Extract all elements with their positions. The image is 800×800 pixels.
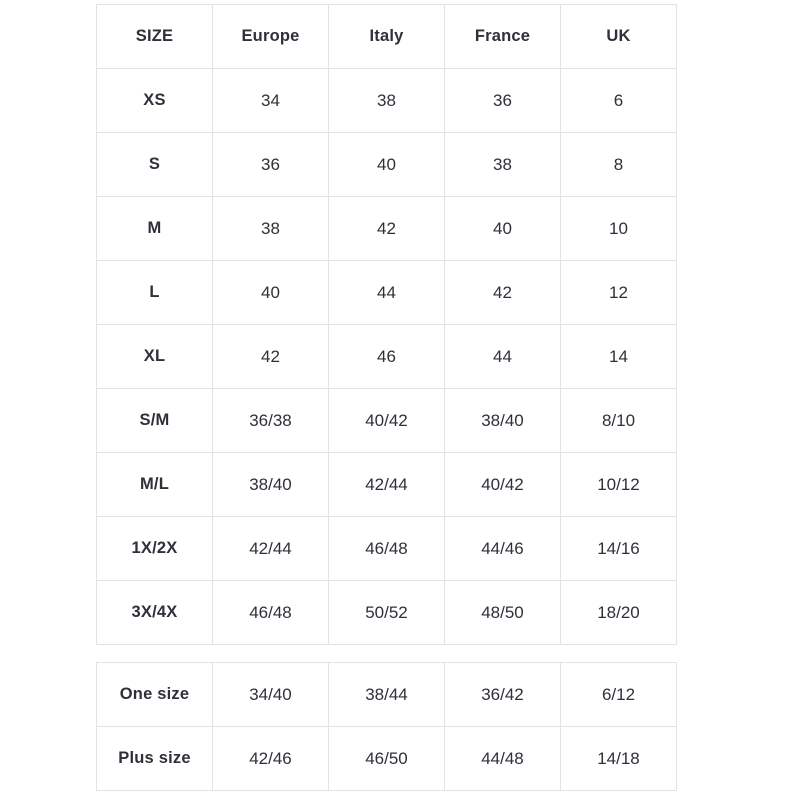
cell-france: 38/40 [445, 389, 561, 453]
table-row [97, 69, 677, 133]
cell-italy: 38/44 [329, 663, 445, 727]
row-label: S/M [97, 389, 213, 453]
cell-italy: 42/44 [329, 453, 445, 517]
cell-europe: 42/46 [213, 727, 329, 791]
table-row [97, 581, 677, 645]
row-label: S [97, 133, 213, 197]
column-header-uk: UK [561, 5, 677, 69]
table-row [97, 197, 677, 261]
table-header-row [97, 5, 677, 69]
column-header-france: France [445, 5, 561, 69]
cell-france: 36/42 [445, 663, 561, 727]
table-row [97, 517, 677, 581]
cell-italy: 38 [329, 69, 445, 133]
cell-uk: 12 [561, 261, 677, 325]
row-label: One size [97, 663, 213, 727]
row-label: XS [97, 69, 213, 133]
row-label: M/L [97, 453, 213, 517]
cell-europe: 36/38 [213, 389, 329, 453]
table-row [97, 727, 677, 791]
cell-france: 40/42 [445, 453, 561, 517]
table-row [97, 133, 677, 197]
table-row [97, 325, 677, 389]
one-size-conversion-table [96, 662, 677, 791]
cell-italy: 46 [329, 325, 445, 389]
table-row [97, 453, 677, 517]
size-conversion-table [96, 4, 677, 645]
cell-uk: 18/20 [561, 581, 677, 645]
row-label: XL [97, 325, 213, 389]
cell-uk: 6 [561, 69, 677, 133]
cell-france: 44/48 [445, 727, 561, 791]
column-header-europe: Europe [213, 5, 329, 69]
cell-france: 44 [445, 325, 561, 389]
cell-italy: 44 [329, 261, 445, 325]
cell-europe: 34 [213, 69, 329, 133]
row-label: M [97, 197, 213, 261]
cell-uk: 10/12 [561, 453, 677, 517]
cell-italy: 42 [329, 197, 445, 261]
cell-uk: 14/16 [561, 517, 677, 581]
row-label: Plus size [97, 727, 213, 791]
column-header-italy: Italy [329, 5, 445, 69]
column-header-size: SIZE [97, 5, 213, 69]
cell-france: 40 [445, 197, 561, 261]
cell-uk: 8 [561, 133, 677, 197]
cell-europe: 40 [213, 261, 329, 325]
cell-uk: 14/18 [561, 727, 677, 791]
cell-france: 38 [445, 133, 561, 197]
cell-uk: 6/12 [561, 663, 677, 727]
cell-italy: 46/48 [329, 517, 445, 581]
cell-france: 42 [445, 261, 561, 325]
table-row [97, 389, 677, 453]
row-label: L [97, 261, 213, 325]
cell-uk: 10 [561, 197, 677, 261]
cell-uk: 8/10 [561, 389, 677, 453]
cell-europe: 36 [213, 133, 329, 197]
cell-uk: 14 [561, 325, 677, 389]
cell-europe: 38 [213, 197, 329, 261]
cell-europe: 34/40 [213, 663, 329, 727]
table-row [97, 261, 677, 325]
cell-europe: 38/40 [213, 453, 329, 517]
cell-france: 36 [445, 69, 561, 133]
cell-europe: 46/48 [213, 581, 329, 645]
cell-italy: 40 [329, 133, 445, 197]
cell-italy: 50/52 [329, 581, 445, 645]
table-row [97, 663, 677, 727]
cell-france: 44/46 [445, 517, 561, 581]
row-label: 1X/2X [97, 517, 213, 581]
cell-europe: 42 [213, 325, 329, 389]
cell-italy: 46/50 [329, 727, 445, 791]
cell-france: 48/50 [445, 581, 561, 645]
cell-italy: 40/42 [329, 389, 445, 453]
cell-europe: 42/44 [213, 517, 329, 581]
row-label: 3X/4X [97, 581, 213, 645]
